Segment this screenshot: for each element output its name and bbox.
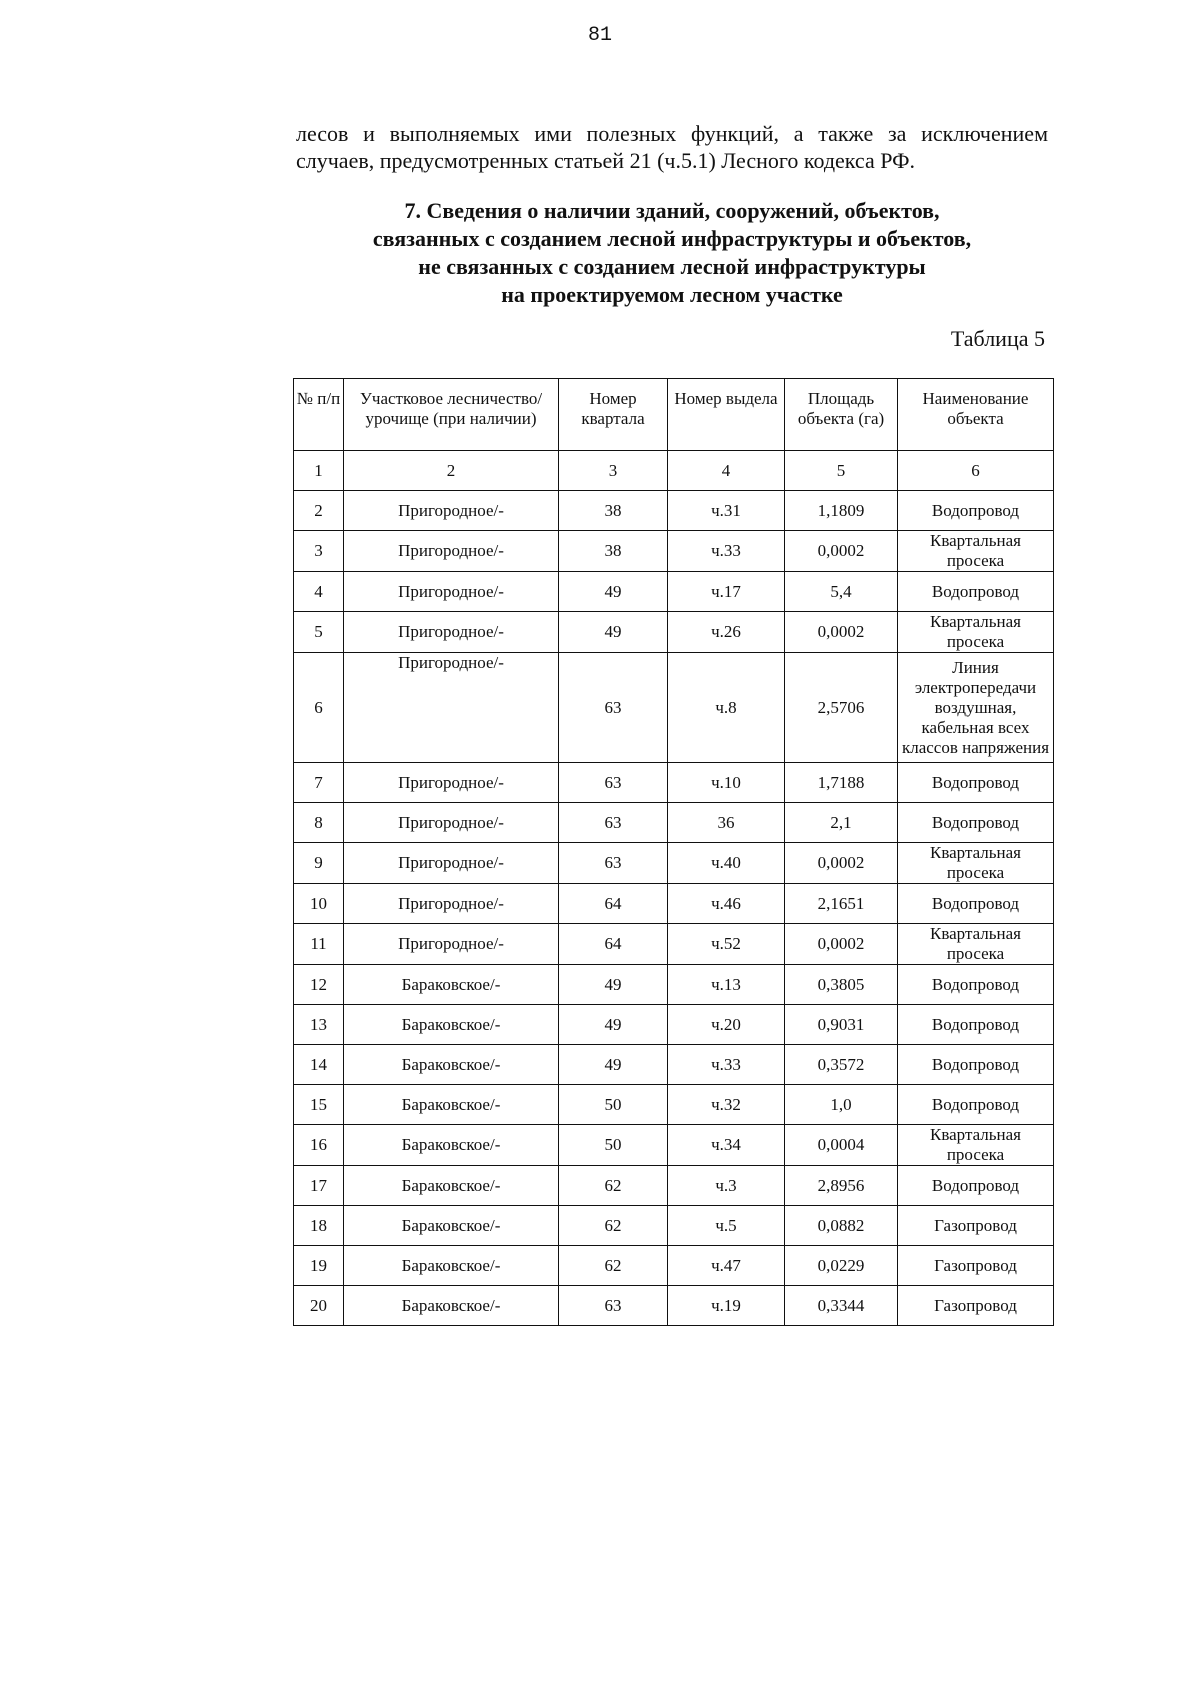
quarter-cell: 63 <box>559 653 668 763</box>
header-area: Площадь объекта (га) <box>785 379 898 451</box>
allotment-cell: ч.8 <box>668 653 785 763</box>
row-number-cell: 8 <box>294 803 344 843</box>
table-row <box>294 763 1054 803</box>
row-number-cell: 20 <box>294 1286 344 1326</box>
forestry-cell: Бараковское/- <box>344 1246 559 1286</box>
row-number-cell: 9 <box>294 843 344 884</box>
row-number-cell: 19 <box>294 1246 344 1286</box>
object-name-cell: Водопровод <box>898 491 1054 531</box>
allotment-cell: ч.5 <box>668 1206 785 1246</box>
heading-line-1: 7. Сведения о наличии зданий, сооружений, объектов, <box>404 198 940 223</box>
forestry-cell: Бараковское/- <box>344 1005 559 1045</box>
column-number: 5 <box>785 451 898 491</box>
quarter-cell: 49 <box>559 1045 668 1085</box>
object-name-cell: Водопровод <box>898 1085 1054 1125</box>
page-number: 81 <box>587 24 612 47</box>
row-number-cell: 12 <box>294 965 344 1005</box>
column-number: 4 <box>668 451 785 491</box>
table-row <box>294 491 1054 531</box>
allotment-cell: ч.19 <box>668 1286 785 1326</box>
header-forestry: Участковое лесничество/урочище (при наличии) <box>344 379 559 451</box>
allotment-cell: ч.33 <box>668 531 785 572</box>
heading-line-4: на проектируемом лесном участке <box>501 282 843 307</box>
object-name-cell: Водопровод <box>898 1005 1054 1045</box>
quarter-cell: 63 <box>559 803 668 843</box>
quarter-cell: 49 <box>559 1005 668 1045</box>
allotment-cell: ч.26 <box>668 612 785 653</box>
area-cell: 0,0002 <box>785 924 898 965</box>
allotment-cell: ч.46 <box>668 884 785 924</box>
row-number-cell: 5 <box>294 612 344 653</box>
allotment-cell: ч.31 <box>668 491 785 531</box>
area-cell: 2,1651 <box>785 884 898 924</box>
forestry-cell: Бараковское/- <box>344 1085 559 1125</box>
row-number-cell: 15 <box>294 1085 344 1125</box>
area-cell: 2,8956 <box>785 1166 898 1206</box>
row-number-cell: 16 <box>294 1125 344 1166</box>
table-row <box>294 531 1054 572</box>
table-row <box>294 1045 1054 1085</box>
row-number-cell: 17 <box>294 1166 344 1206</box>
forestry-cell: Бараковское/- <box>344 1045 559 1085</box>
forestry-cell: Бараковское/- <box>344 1286 559 1326</box>
table-caption: Таблица 5 <box>950 326 1045 351</box>
table-row <box>294 1005 1054 1045</box>
allotment-cell: ч.34 <box>668 1125 785 1166</box>
header-quarter: Номер квартала <box>559 379 668 451</box>
table-row <box>294 843 1054 884</box>
object-name-cell: Квартальная просека <box>898 1125 1054 1166</box>
quarter-cell: 62 <box>559 1206 668 1246</box>
row-number-cell: 11 <box>294 924 344 965</box>
row-number-cell: 13 <box>294 1005 344 1045</box>
quarter-cell: 62 <box>559 1246 668 1286</box>
object-name-cell: Водопровод <box>898 965 1054 1005</box>
row-number-cell: 6 <box>294 653 344 763</box>
area-cell: 0,0002 <box>785 531 898 572</box>
allotment-cell: ч.10 <box>668 763 785 803</box>
table-row <box>294 1166 1054 1206</box>
table-header-row <box>294 379 1054 451</box>
column-number-row <box>294 451 1054 491</box>
row-number-cell: 2 <box>294 491 344 531</box>
quarter-cell: 38 <box>559 531 668 572</box>
table-row <box>294 1286 1054 1326</box>
table-row <box>294 1206 1054 1246</box>
row-number-cell: 4 <box>294 572 344 612</box>
area-cell: 1,7188 <box>785 763 898 803</box>
object-name-cell: Водопровод <box>898 1166 1054 1206</box>
object-name-cell: Газопровод <box>898 1286 1054 1326</box>
table-row <box>294 653 1054 763</box>
allotment-cell: ч.3 <box>668 1166 785 1206</box>
allotment-cell: 36 <box>668 803 785 843</box>
object-name-cell: Линия электропередачи воздушная, кабельная всех классов напряжения <box>898 653 1054 763</box>
quarter-cell: 49 <box>559 612 668 653</box>
quarter-cell: 50 <box>559 1125 668 1166</box>
intro-line-2: случаев, предусмотренных статьей 21 (ч.5.1) Лесного кодекса РФ. <box>296 148 915 173</box>
object-name-cell: Квартальная просека <box>898 531 1054 572</box>
allotment-cell: ч.13 <box>668 965 785 1005</box>
table-row <box>294 965 1054 1005</box>
area-cell: 0,3805 <box>785 965 898 1005</box>
table-row <box>294 1125 1054 1166</box>
quarter-cell: 62 <box>559 1166 668 1206</box>
area-cell: 0,0004 <box>785 1125 898 1166</box>
area-cell: 1,1809 <box>785 491 898 531</box>
row-number-cell: 14 <box>294 1045 344 1085</box>
allotment-cell: ч.52 <box>668 924 785 965</box>
allotment-cell: ч.32 <box>668 1085 785 1125</box>
area-cell: 0,0882 <box>785 1206 898 1246</box>
heading-line-2: связанных с созданием лесной инфраструктуры и объектов, <box>372 226 972 251</box>
allotment-cell: ч.20 <box>668 1005 785 1045</box>
forestry-cell: Пригородное/- <box>344 803 559 843</box>
column-number: 3 <box>559 451 668 491</box>
intro-line-1: лесов и выполняемых ими полезных функций, а также за исключением <box>296 121 1048 146</box>
object-name-cell: Водопровод <box>898 1045 1054 1085</box>
allotment-cell: ч.33 <box>668 1045 785 1085</box>
quarter-cell: 49 <box>559 572 668 612</box>
quarter-cell: 49 <box>559 965 668 1005</box>
area-cell: 0,0229 <box>785 1246 898 1286</box>
area-cell: 1,0 <box>785 1085 898 1125</box>
allotment-cell: ч.17 <box>668 572 785 612</box>
quarter-cell: 64 <box>559 884 668 924</box>
table-row <box>294 803 1054 843</box>
forestry-cell: Бараковское/- <box>344 1166 559 1206</box>
column-number: 6 <box>898 451 1054 491</box>
area-cell: 0,0002 <box>785 843 898 884</box>
object-name-cell: Водопровод <box>898 572 1054 612</box>
forestry-cell: Пригородное/- <box>344 843 559 884</box>
area-cell: 2,1 <box>785 803 898 843</box>
table-row <box>294 924 1054 965</box>
forestry-cell: Пригородное/- <box>344 884 559 924</box>
column-number: 1 <box>294 451 344 491</box>
intro-paragraph <box>296 120 1048 174</box>
area-cell: 2,5706 <box>785 653 898 763</box>
object-name-cell: Квартальная просека <box>898 612 1054 653</box>
table-row <box>294 1246 1054 1286</box>
forestry-cell: Пригородное/- <box>344 612 559 653</box>
object-name-cell: Водопровод <box>898 884 1054 924</box>
row-number-cell: 10 <box>294 884 344 924</box>
header-number: № п/п <box>294 379 344 451</box>
quarter-cell: 38 <box>559 491 668 531</box>
object-name-cell: Водопровод <box>898 803 1054 843</box>
forestry-cell: Пригородное/- <box>344 491 559 531</box>
quarter-cell: 50 <box>559 1085 668 1125</box>
area-cell: 0,3572 <box>785 1045 898 1085</box>
heading-line-3: не связанных с созданием лесной инфраструктуры <box>418 254 926 279</box>
quarter-cell: 63 <box>559 1286 668 1326</box>
header-object-name: Наименование объекта <box>898 379 1054 451</box>
object-name-cell: Газопровод <box>898 1206 1054 1246</box>
area-cell: 0,0002 <box>785 612 898 653</box>
section-heading <box>296 197 1048 309</box>
quarter-cell: 64 <box>559 924 668 965</box>
quarter-cell: 63 <box>559 843 668 884</box>
forestry-cell: Пригородное/- <box>344 653 559 763</box>
object-name-cell: Газопровод <box>898 1246 1054 1286</box>
forestry-cell: Бараковское/- <box>344 965 559 1005</box>
object-name-cell: Водопровод <box>898 763 1054 803</box>
column-number: 2 <box>344 451 559 491</box>
allotment-cell: ч.47 <box>668 1246 785 1286</box>
area-cell: 5,4 <box>785 572 898 612</box>
forestry-cell: Пригородное/- <box>344 531 559 572</box>
header-allotment: Номер выдела <box>668 379 785 451</box>
table-row <box>294 1085 1054 1125</box>
table-row <box>294 612 1054 653</box>
quarter-cell: 63 <box>559 763 668 803</box>
row-number-cell: 3 <box>294 531 344 572</box>
allotment-cell: ч.40 <box>668 843 785 884</box>
forestry-cell: Бараковское/- <box>344 1125 559 1166</box>
row-number-cell: 18 <box>294 1206 344 1246</box>
area-cell: 0,9031 <box>785 1005 898 1045</box>
forestry-cell: Пригородное/- <box>344 572 559 612</box>
objects-table <box>293 378 1054 1326</box>
forestry-cell: Бараковское/- <box>344 1206 559 1246</box>
table-row <box>294 884 1054 924</box>
table-row <box>294 572 1054 612</box>
forestry-cell: Пригородное/- <box>344 924 559 965</box>
forestry-cell: Пригородное/- <box>344 763 559 803</box>
row-number-cell: 7 <box>294 763 344 803</box>
object-name-cell: Квартальная просека <box>898 843 1054 884</box>
area-cell: 0,3344 <box>785 1286 898 1326</box>
object-name-cell: Квартальная просека <box>898 924 1054 965</box>
